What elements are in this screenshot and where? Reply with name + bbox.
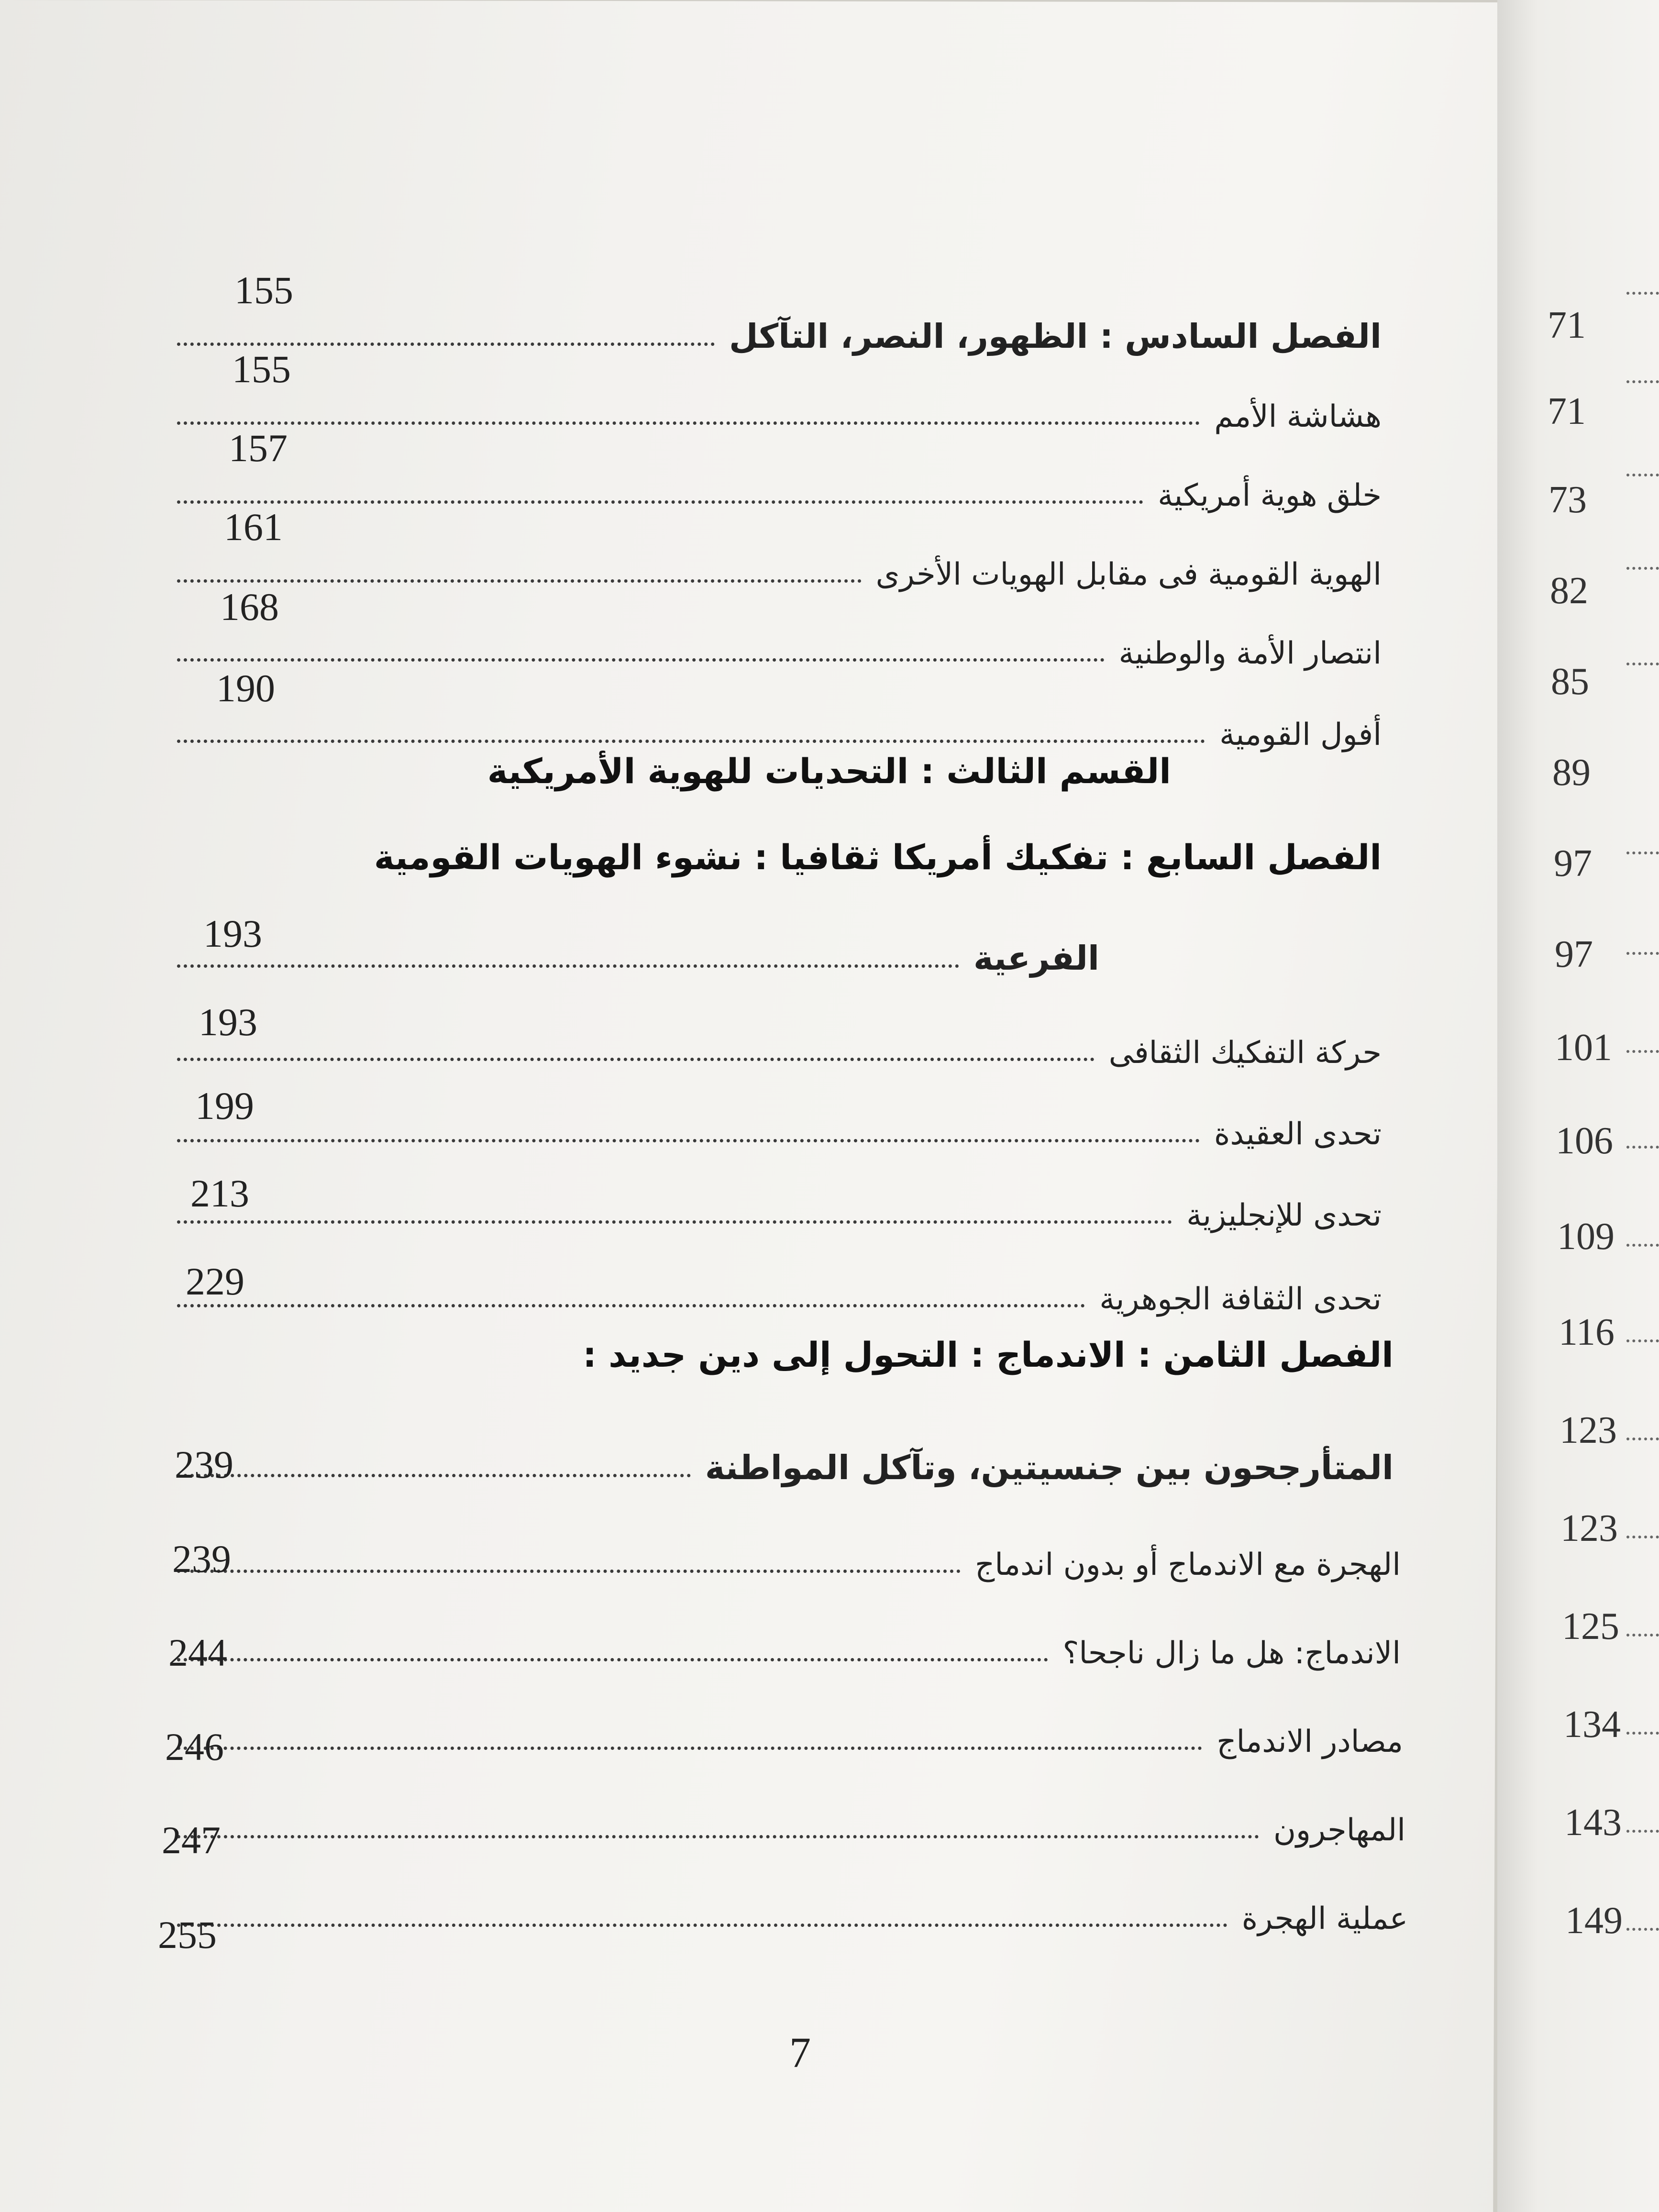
toc-entry-title: انتصار الأمة والوطنية xyxy=(1118,636,1382,672)
toc-entry-page: 244 xyxy=(168,1631,227,1674)
toc-entry-title: الهوية القومية فى مقابل الهويات الأخرى xyxy=(875,557,1382,593)
right-page-number: 123 xyxy=(1559,1409,1617,1451)
leader-dots xyxy=(177,1658,1048,1661)
toc-entry-title: هشاشة الأمم xyxy=(1214,399,1382,435)
right-leader-dots xyxy=(1626,1438,1659,1440)
leader-dots xyxy=(177,1139,1200,1142)
right-page-number: 89 xyxy=(1552,752,1591,794)
leader-dots xyxy=(177,964,959,968)
toc-entry-page: 157 xyxy=(229,426,288,470)
toc-entry-title: الهجرة مع الاندماج أو بدون اندماج xyxy=(974,1547,1401,1583)
toc-entry-title: الاندماج: هل ما زال ناجحا؟ xyxy=(1062,1636,1401,1671)
right-page-number: 97 xyxy=(1554,842,1592,885)
toc-entry xyxy=(163,1689,1403,1760)
toc-entry-title: عملية الهجرة xyxy=(1241,1901,1408,1937)
leader-dots xyxy=(177,1058,1095,1061)
toc-entry xyxy=(163,1000,1382,1072)
leader-dots xyxy=(177,1570,961,1573)
toc-entry-page: 199 xyxy=(195,1084,254,1128)
toc-entry-page: 193 xyxy=(199,1000,257,1044)
right-page-number: 97 xyxy=(1555,933,1593,975)
right-page-number: 73 xyxy=(1548,479,1587,521)
toc-entry-page: 155 xyxy=(232,347,291,391)
toc-entry-title: تحدى الثقافة الجوهرية xyxy=(1099,1282,1382,1317)
right-leader-dots xyxy=(1626,663,1659,665)
toc-entry xyxy=(163,521,1382,593)
right-leader-dots xyxy=(1626,1732,1659,1735)
right-page-number: 101 xyxy=(1555,1027,1612,1069)
toc-entry-page: 193 xyxy=(203,912,262,955)
toc-entry xyxy=(163,1600,1401,1672)
right-page-number: 109 xyxy=(1557,1216,1615,1258)
right-page-number: 123 xyxy=(1560,1507,1618,1549)
toc-entry xyxy=(163,1416,1394,1488)
toc-entry-page: 239 xyxy=(175,1443,233,1486)
right-leader-dots xyxy=(1626,1634,1659,1637)
toc-entry-page: 229 xyxy=(186,1260,244,1303)
chapter-heading: الفصل الثامن : الاندماج : التحول إلى دين جديد : xyxy=(583,1335,1394,1375)
right-leader-dots xyxy=(1626,852,1659,854)
toc-entry-page: 168 xyxy=(220,585,279,629)
toc-entry-title: المهاجرون xyxy=(1273,1813,1405,1848)
toc-entry-title: تحدى للإنجليزية xyxy=(1186,1198,1382,1234)
part-heading: القسم الثالث : التحديات للهوية الأمريكية xyxy=(487,751,1171,791)
right-page-number: 143 xyxy=(1564,1802,1622,1844)
right-leader-dots xyxy=(1626,1928,1659,1931)
right-page-number: 71 xyxy=(1548,304,1586,346)
toc-entry-page: 213 xyxy=(190,1172,249,1215)
right-leader-dots xyxy=(1626,292,1659,295)
right-leader-dots xyxy=(1626,567,1659,570)
toc-entry-title: مصادر الاندماج xyxy=(1217,1724,1403,1760)
toc-entry xyxy=(163,1512,1401,1583)
right-leader-dots xyxy=(1626,1244,1659,1247)
toc-entry-title: المتأرجحون بين جنسيتين، وتآكل المواطنة xyxy=(705,1448,1394,1487)
right-leader-dots xyxy=(1626,1339,1659,1342)
toc-entry xyxy=(163,1866,1408,1937)
leader-dots xyxy=(177,1924,1228,1927)
right-leader-dots xyxy=(1626,380,1659,383)
toc-entry-title: الفرعية xyxy=(973,939,1099,978)
leader-dots xyxy=(177,658,1105,662)
right-page-number: 134 xyxy=(1563,1703,1621,1746)
toc-entry-page: 255 xyxy=(158,1913,217,1957)
right-page-number: 116 xyxy=(1559,1311,1615,1353)
leader-dots xyxy=(177,579,862,583)
right-leader-dots xyxy=(1626,1536,1659,1538)
leader-dots xyxy=(177,1474,691,1477)
right-page-number: 125 xyxy=(1562,1605,1619,1648)
right-leader-dots xyxy=(1626,1050,1659,1053)
right-page-number: 106 xyxy=(1556,1120,1613,1162)
chapter-heading: الفصل السابع : تفكيك أمريكا ثقافيا : نشوء الهويات القومية xyxy=(374,837,1382,877)
toc-entry-page: 161 xyxy=(224,505,283,549)
leader-dots xyxy=(177,1835,1259,1838)
leader-dots xyxy=(177,343,715,346)
toc-entry-page: 155 xyxy=(234,268,293,312)
right-page-number: 85 xyxy=(1551,661,1589,703)
page-number: 7 xyxy=(789,2029,811,2077)
leader-dots xyxy=(177,1220,1172,1224)
toc-entry-page: 247 xyxy=(162,1818,221,1862)
toc-entry xyxy=(163,364,1382,435)
right-page-number: 71 xyxy=(1548,390,1586,432)
toc-entry xyxy=(163,285,1382,356)
toc-entry xyxy=(163,1246,1382,1318)
toc-entry xyxy=(163,682,1382,753)
toc-entry xyxy=(163,442,1382,514)
toc-entry-title: الفصل السادس : الظهور، النصر، التآكل xyxy=(729,317,1382,356)
right-leader-dots xyxy=(1626,1830,1659,1833)
toc-entry-title: تحدى العقيدة xyxy=(1214,1117,1382,1152)
right-page-number: 149 xyxy=(1565,1900,1623,1942)
toc-entry-title: خلق هوية أمريكية xyxy=(1158,478,1382,514)
right-leader-dots xyxy=(1626,474,1659,476)
leader-dots xyxy=(177,1747,1202,1750)
toc-entry-title: حركة التفكيك الثقافى xyxy=(1108,1035,1382,1071)
toc-entry-page: 239 xyxy=(172,1537,231,1581)
leader-dots xyxy=(177,421,1200,425)
leader-dots xyxy=(177,500,1143,504)
toc-entry xyxy=(163,1081,1382,1153)
toc-entry-page: 246 xyxy=(165,1725,224,1769)
right-page-number: 82 xyxy=(1550,570,1588,612)
toc-entry xyxy=(163,1777,1405,1849)
toc-entry xyxy=(163,907,1099,978)
toc-entry xyxy=(163,1162,1382,1234)
toc-entry-page: 190 xyxy=(216,666,275,710)
right-leader-dots xyxy=(1626,1146,1659,1149)
right-leader-dots xyxy=(1626,952,1659,955)
toc-entry xyxy=(163,600,1382,672)
leader-dots xyxy=(177,1304,1085,1307)
toc-entry-title: أفول القومية xyxy=(1219,717,1382,753)
leader-dots xyxy=(177,740,1205,743)
